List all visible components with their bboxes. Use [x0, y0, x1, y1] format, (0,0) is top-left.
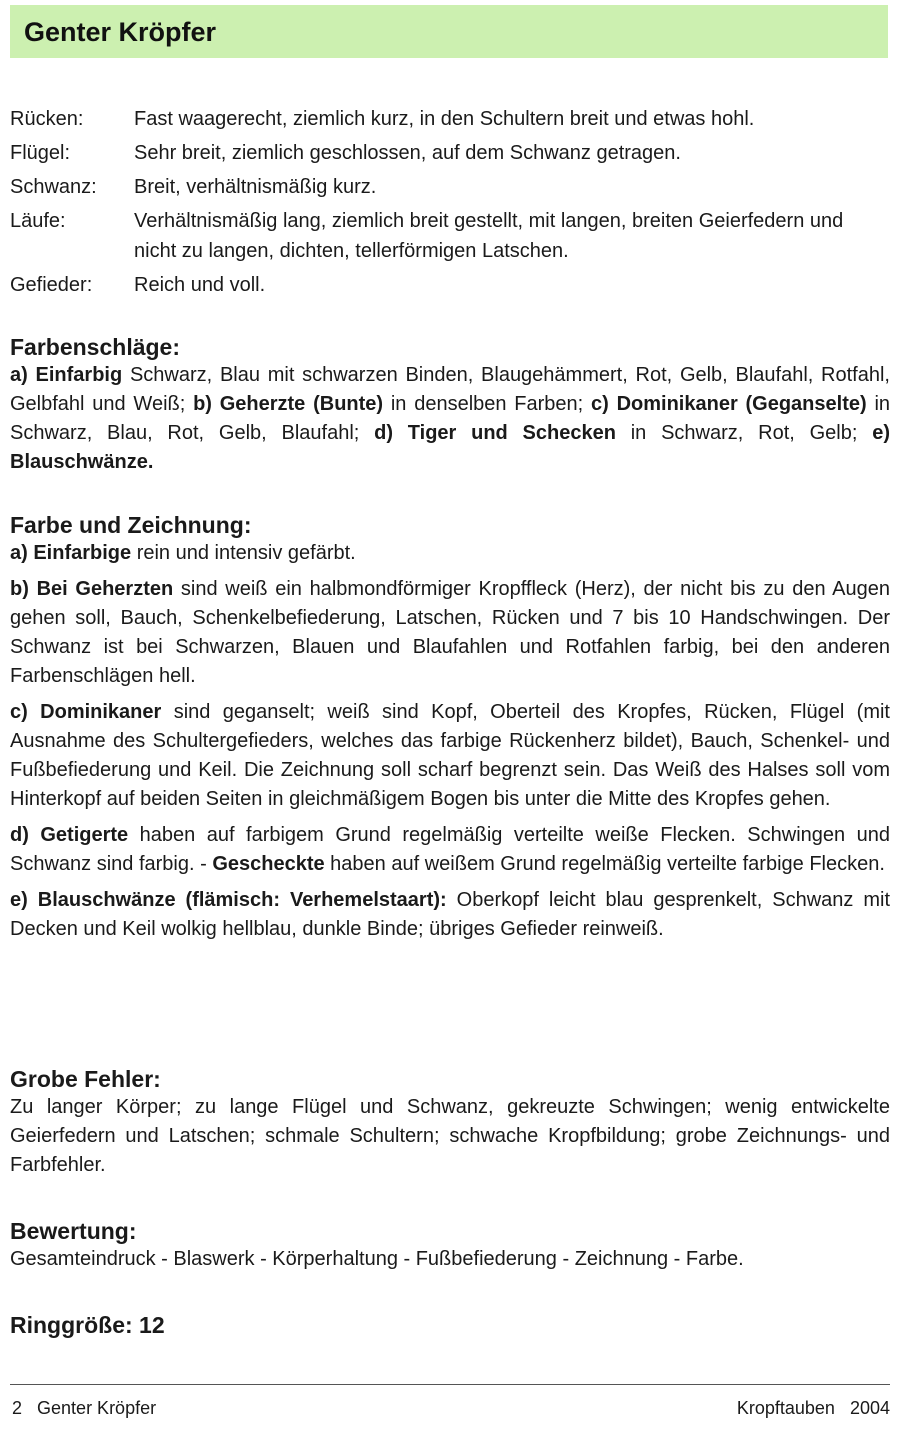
footer-year: 2004	[849, 1398, 890, 1418]
section-farbe-zeichnung	[10, 512, 890, 951]
footer-publication: Kropftauben	[736, 1398, 835, 1418]
property-label: Flügel:	[10, 142, 71, 164]
page-number: 2	[12, 1398, 23, 1418]
property-row	[10, 270, 890, 300]
property-row	[10, 138, 890, 168]
paragraph-a: a) Einfarbige rein und intensiv gefärbt.	[10, 542, 356, 564]
paragraph-e: e) Blauschwänze (flämisch: Verhemelstaart): Oberkopf leicht blau gesprenkelt, Schwanz mit Decken und Keil wolkig hellblau, dunkle Binde; übriges Gefieder reinweiß.	[10, 889, 891, 940]
property-value: Fast waagerecht, ziemlich kurz, in den Schultern breit und etwas hohl.	[134, 108, 755, 130]
section-farbenschlaege	[10, 334, 890, 477]
property-value: Breit, verhältnismäßig kurz.	[134, 176, 377, 198]
property-list	[10, 104, 890, 304]
paragraph-d: d) Getigerte haben auf farbigem Grund regelmäßig verteilte weiße Flecken. Schwingen und Schwanz sind farbig. - Gescheckte haben auf weißem Grund regelmäßig verteilte farbige Flecken.	[10, 824, 890, 875]
section-heading: Farbe und Zeichnung:	[10, 512, 252, 538]
property-value: Sehr breit, ziemlich geschlossen, auf dem Schwanz getragen.	[134, 142, 681, 164]
section-text: Gesamteindruck - Blaswerk - Körperhaltung - Fußbefiederung - Zeichnung - Farbe.	[10, 1248, 744, 1270]
footer-title: Genter Kröpfer	[37, 1398, 157, 1418]
section-text: Zu langer Körper; zu lange Flügel und Schwanz, gekreuzte Schwingen; wenig entwickelte Geierfedern und Latschen; schmale Schultern; schwache Kropfbildung; grobe Zeichnungs- und Farbfehler.	[10, 1096, 890, 1176]
property-label: Gefieder:	[10, 274, 93, 296]
property-label: Läufe:	[10, 210, 66, 232]
footer-left	[12, 1398, 156, 1419]
section-grobe-fehler	[10, 1066, 890, 1180]
property-label: Schwanz:	[10, 176, 97, 198]
section-heading: Farbenschläge:	[10, 334, 180, 360]
section-heading: Bewertung:	[10, 1218, 137, 1244]
section-heading: Grobe Fehler:	[10, 1066, 161, 1092]
property-row	[10, 206, 890, 266]
section-bewertung	[10, 1218, 890, 1274]
paragraph-b: b) Bei Geherzten sind weiß ein halbmondförmiger Kropffleck (Herz), der nicht bis zu den Augen gehen soll, Bauch, Schenkelbefiederung, Latschen, Rücken und 7 bis 10 Handschwingen. Der Schwanz ist bei Schwarzen, Blauen und Blaufahlen und Rotfahlen farbig, bei den anderen Farbenschlägen hell.	[10, 578, 890, 687]
page-title: Genter Kröpfer	[24, 17, 217, 47]
footer-right	[737, 1398, 890, 1419]
section-ringgroesse	[10, 1312, 890, 1339]
property-value: Verhältnismäßig lang, ziemlich breit gestellt, mit langen, breiten Geierfedern und nicht zu langen, dichten, tellerförmigen Latschen.	[134, 210, 844, 262]
property-value: Reich und voll.	[134, 274, 266, 296]
paragraph-c: c) Dominikaner sind geganselt; weiß sind Kopf, Oberteil des Kropfes, Rücken, Flügel (mit Ausnahme des Schultergefieders, welches das farbige Rückenherz bildet), Bauch, Schenkel- und Fußbefiederung und Keil. Die Zeichnung soll scharf begrenzt sein. Das Weiß des Halses soll vom Hinterkopf auf beiden Seiten in gleichmäßigem Bogen bis unter die Mitte des Kropfes gehen.	[10, 701, 890, 810]
ring-size: Ringgröße: 12	[10, 1312, 165, 1338]
property-row	[10, 172, 890, 202]
footer-divider	[10, 1384, 890, 1385]
property-label: Rücken:	[10, 108, 84, 130]
section-text: a) Einfarbig Schwarz, Blau mit schwarzen Binden, Blaugehämmert, Rot, Gelb, Blaufahl, Rotfahl, Gelbfahl und Weiß; b) Geherzte (Bunte) in denselben Farben; c) Dominikaner (Geganselte) in Schwarz, Blau, Rot, Gelb, Blaufahl; d) Tiger und Schecken in Schwarz, Rot, Gelb; e) Blauschwänze.	[10, 364, 891, 473]
property-row	[10, 104, 890, 134]
title-bar	[10, 5, 888, 58]
